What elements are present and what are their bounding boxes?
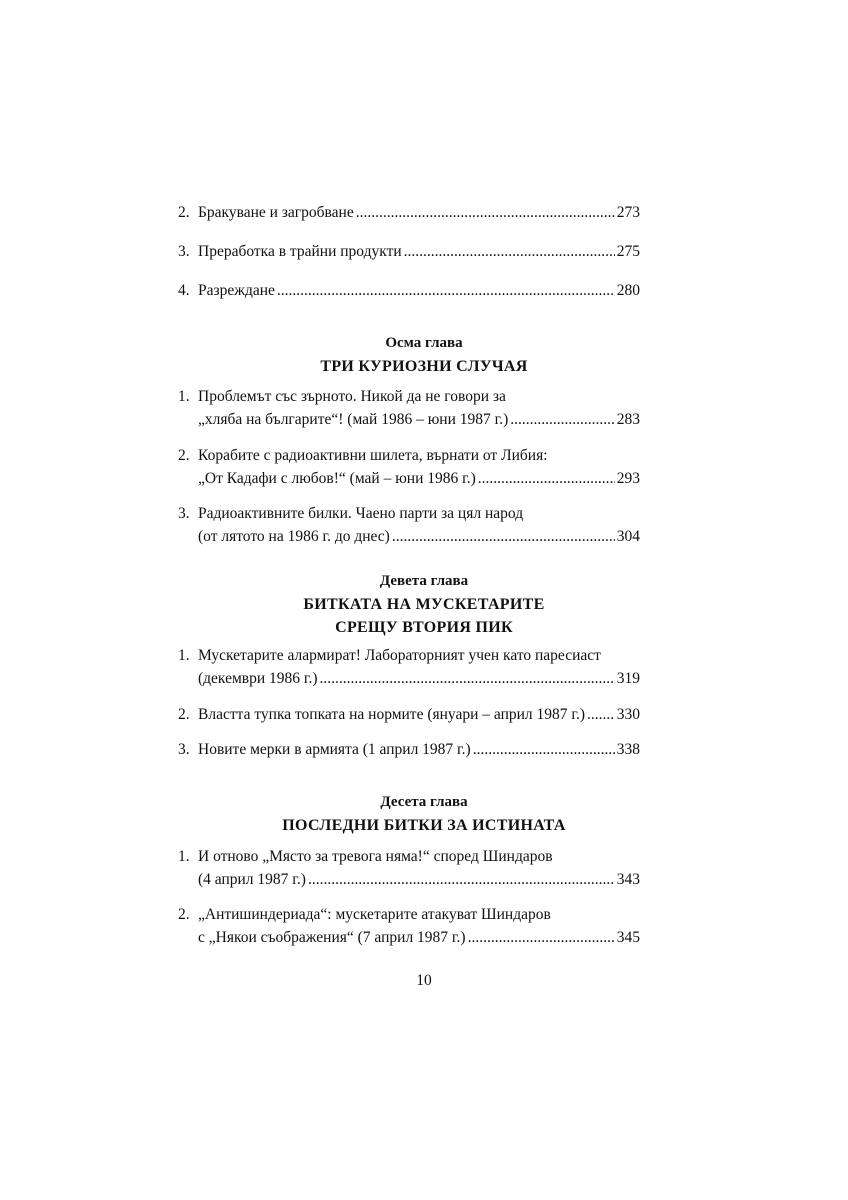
toc-entry[interactable]	[178, 738, 640, 761]
page-number: 275	[616, 243, 640, 260]
entry-title: Преработка в трайни продукти	[198, 243, 402, 260]
leader-dots	[587, 703, 615, 726]
leader-dots	[468, 926, 615, 949]
leader-dots	[356, 201, 615, 224]
toc-entry[interactable]	[178, 502, 640, 548]
toc-entry[interactable]	[178, 644, 640, 690]
page-number: 345	[616, 929, 640, 946]
chapter-heading	[0, 570, 848, 639]
chapter-title: ТРИ КУРИОЗНИ СЛУЧАЯ	[320, 358, 528, 375]
entry-title: Корабите с радиоактивни шилета, върнати от Либия:	[198, 447, 548, 464]
page-number: 273	[616, 204, 640, 221]
chapter-heading	[0, 791, 848, 837]
page-number: 283	[616, 411, 640, 428]
chapter-heading	[0, 332, 848, 378]
page-folio: 10	[416, 972, 432, 989]
chapter-kicker: Десета глава	[380, 794, 468, 810]
chapter-kicker: Осма глава	[385, 335, 463, 351]
page-number: 319	[616, 670, 640, 687]
entry-number: 2.	[178, 447, 190, 464]
toc-entry[interactable]	[178, 201, 640, 224]
entry-number: 2.	[178, 906, 190, 923]
toc-entry[interactable]	[178, 845, 640, 891]
chapter-title: ПОСЛЕДНИ БИТКИ ЗА ИСТИНАТА	[282, 817, 566, 834]
chapter-title-line2: СРЕЩУ ВТОРИЯ ПИК	[335, 619, 513, 636]
leader-dots	[478, 467, 615, 490]
entry-number: 3.	[178, 741, 190, 758]
entry-title-cont: „От Кадафи с любов!“ (май – юни 1986 г.)	[198, 470, 476, 487]
toc-entry[interactable]	[178, 444, 640, 490]
chapter-title: БИТКАТА НА МУСКЕТАРИТЕ	[303, 596, 545, 613]
entry-number: 2.	[178, 706, 190, 723]
entry-number: 3.	[178, 505, 190, 522]
entry-title: „Антишиндериада“: мускетарите атакуват Шиндаров	[198, 906, 551, 923]
page-number: 280	[616, 282, 640, 299]
entry-title: Новите мерки в армията (1 април 1987 г.)	[198, 741, 471, 758]
toc-entry[interactable]	[178, 385, 640, 431]
entry-title-cont: „хляба на българите“! (май 1986 – юни 1987 г.)	[198, 411, 509, 428]
entry-title-cont: (декември 1986 г.)	[198, 670, 318, 687]
entry-number: 1.	[178, 388, 190, 405]
leader-dots	[277, 279, 615, 302]
entry-title: Разреждане	[198, 282, 275, 299]
entry-number: 4.	[178, 282, 190, 299]
leader-dots	[392, 525, 615, 548]
entry-title: Мускетарите алармират! Лабораторният учен като пaресиаст	[198, 647, 601, 664]
entry-title: И отново „Място за тревога няма!“ според Шиндаров	[198, 848, 553, 865]
entry-title-cont: с „Някои съображения“ (7 април 1987 г.)	[198, 929, 466, 946]
leader-dots	[473, 738, 615, 761]
page-number: 330	[616, 706, 640, 723]
entry-title: Радиоактивните билки. Чаено парти за цял народ	[198, 505, 524, 522]
page-number: 338	[616, 741, 640, 758]
page-number: 293	[616, 470, 640, 487]
toc-entry[interactable]	[178, 240, 640, 263]
leader-dots	[404, 240, 615, 263]
entry-title: Властта тупка топката на нормите (януари – април 1987 г.)	[198, 706, 586, 723]
leader-dots	[308, 868, 615, 891]
entry-title: Бракуване и загробване	[198, 204, 354, 221]
entry-number: 1.	[178, 647, 190, 664]
toc-entry[interactable]	[178, 903, 640, 949]
entry-number: 1.	[178, 848, 190, 865]
leader-dots	[510, 408, 614, 431]
toc-entry[interactable]	[178, 703, 640, 726]
entry-title-cont: (от лятото на 1986 г. до днес)	[198, 528, 390, 545]
entry-title: Проблемът със зърното. Никой да не говори за	[198, 388, 506, 405]
leader-dots	[320, 667, 615, 690]
entry-number: 2.	[178, 204, 190, 221]
entry-number: 3.	[178, 243, 190, 260]
page-number: 343	[616, 871, 640, 888]
chapter-kicker: Девета глава	[379, 573, 469, 589]
page-number: 304	[616, 528, 640, 545]
toc-entry[interactable]	[178, 279, 640, 302]
entry-title-cont: (4 април 1987 г.)	[198, 871, 306, 888]
